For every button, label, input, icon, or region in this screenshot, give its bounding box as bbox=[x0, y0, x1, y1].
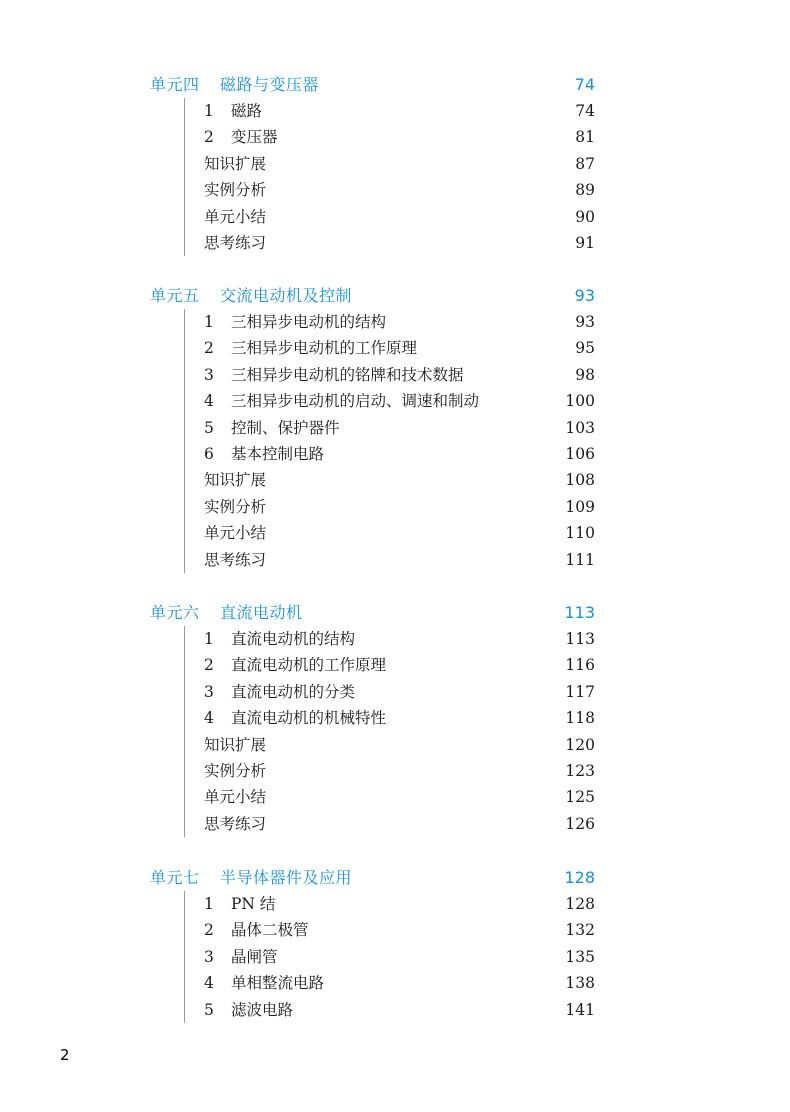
toc-entry[interactable] bbox=[185, 997, 595, 1023]
unit-title: 磁路与变压器 bbox=[220, 75, 320, 94]
toc-entry[interactable] bbox=[185, 151, 595, 177]
entry-title: 滤波电路 bbox=[231, 1000, 294, 1019]
toc-entry[interactable] bbox=[185, 970, 595, 996]
toc-entry[interactable] bbox=[185, 494, 595, 520]
entry-title: 实例分析 bbox=[204, 761, 267, 780]
unit-name: 单元五 bbox=[150, 286, 200, 305]
entry-page: 118 bbox=[565, 709, 595, 728]
unit-name: 单元六 bbox=[150, 603, 200, 622]
entry-page: 126 bbox=[565, 814, 595, 833]
entry-title: 知识扩展 bbox=[204, 735, 267, 754]
entry-title: 知识扩展 bbox=[204, 471, 267, 490]
entry-title: 三相异步电动机的铭牌和技术数据 bbox=[231, 365, 464, 384]
entry-title: 单元小结 bbox=[204, 788, 267, 807]
entry-page: 98 bbox=[575, 365, 595, 384]
entry-title: 晶体二极管 bbox=[231, 921, 309, 940]
entry-title: 思考练习 bbox=[204, 814, 267, 833]
entry-page: 117 bbox=[565, 682, 595, 701]
toc-entry[interactable] bbox=[185, 705, 595, 731]
entry-title: 基本控制电路 bbox=[231, 444, 325, 463]
entry-page: 111 bbox=[565, 550, 595, 569]
entry-title: 变压器 bbox=[231, 128, 278, 147]
toc-entry[interactable] bbox=[185, 204, 595, 230]
unit-page: 113 bbox=[564, 603, 595, 622]
unit-page: 93 bbox=[574, 286, 595, 305]
unit-header[interactable] bbox=[150, 283, 595, 309]
entry-number: 1 bbox=[204, 895, 214, 913]
entry-title: 直流电动机的工作原理 bbox=[231, 656, 387, 675]
toc-entry[interactable] bbox=[185, 652, 595, 678]
toc-unit-4 bbox=[150, 72, 595, 256]
toc-entry[interactable] bbox=[185, 177, 595, 203]
toc-entry[interactable] bbox=[185, 784, 595, 810]
toc-entry[interactable] bbox=[185, 124, 595, 150]
entry-number: 3 bbox=[204, 365, 214, 384]
entry-title: 思考练习 bbox=[204, 550, 267, 569]
entry-page: 74 bbox=[575, 102, 595, 120]
entry-title: 知识扩展 bbox=[204, 154, 267, 173]
entry-page: 90 bbox=[575, 207, 595, 226]
toc-entry[interactable] bbox=[185, 309, 595, 335]
entry-page: 128 bbox=[565, 895, 595, 913]
entry-title: 单相整流电路 bbox=[231, 974, 325, 993]
toc-entry[interactable] bbox=[185, 811, 595, 837]
entry-number: 1 bbox=[204, 313, 214, 331]
entry-page: 106 bbox=[565, 444, 595, 463]
entry-title: 实例分析 bbox=[204, 497, 267, 516]
unit-header[interactable] bbox=[150, 72, 595, 98]
toc-entry[interactable] bbox=[185, 415, 595, 441]
toc-entry[interactable] bbox=[185, 917, 595, 943]
entry-page: 116 bbox=[565, 656, 595, 675]
unit-header[interactable] bbox=[150, 600, 595, 626]
toc-entry[interactable] bbox=[185, 944, 595, 970]
entry-page: 123 bbox=[565, 761, 595, 780]
toc-entry[interactable] bbox=[185, 732, 595, 758]
toc-entry[interactable] bbox=[185, 230, 595, 256]
entry-number: 2 bbox=[204, 339, 214, 358]
entry-number: 1 bbox=[204, 102, 214, 120]
entry-page: 91 bbox=[575, 233, 595, 252]
unit-page: 74 bbox=[574, 75, 595, 94]
toc-entry[interactable] bbox=[185, 679, 595, 705]
unit-page: 128 bbox=[564, 868, 595, 887]
toc-entry[interactable] bbox=[185, 388, 595, 414]
entry-number: 1 bbox=[204, 630, 214, 648]
toc-entry[interactable] bbox=[185, 362, 595, 388]
entry-number: 2 bbox=[204, 921, 214, 940]
entry-number: 5 bbox=[204, 1000, 214, 1019]
toc-entry[interactable] bbox=[185, 441, 595, 467]
toc-entry[interactable] bbox=[185, 547, 595, 573]
entry-title: 三相异步电动机的工作原理 bbox=[231, 339, 418, 358]
entry-list bbox=[184, 626, 595, 837]
entry-number: 3 bbox=[204, 682, 214, 701]
entry-page: 138 bbox=[565, 974, 595, 993]
entry-page: 95 bbox=[575, 339, 595, 358]
toc-entry[interactable] bbox=[185, 891, 595, 917]
entry-number: 5 bbox=[204, 418, 214, 437]
entry-list bbox=[184, 98, 595, 256]
entry-page: 103 bbox=[565, 418, 595, 437]
toc-entry[interactable] bbox=[185, 98, 595, 124]
entry-list bbox=[184, 309, 595, 573]
toc-unit-6 bbox=[150, 600, 595, 837]
toc-unit-7 bbox=[150, 865, 595, 1023]
entry-page: 87 bbox=[575, 154, 595, 173]
unit-name: 单元七 bbox=[150, 868, 200, 887]
toc-entry[interactable] bbox=[185, 520, 595, 546]
entry-page: 89 bbox=[575, 181, 595, 200]
entry-title: 磁路 bbox=[231, 102, 263, 120]
entry-title: 直流电动机的结构 bbox=[231, 630, 356, 648]
entry-page: 125 bbox=[565, 788, 595, 807]
entry-title: 三相异步电动机的启动、调速和制动 bbox=[231, 392, 480, 411]
entry-page: 100 bbox=[565, 392, 595, 411]
toc-entry[interactable] bbox=[185, 626, 595, 652]
unit-title: 半导体器件及应用 bbox=[220, 868, 353, 887]
entry-number: 6 bbox=[204, 444, 214, 463]
entry-title: 实例分析 bbox=[204, 181, 267, 200]
entry-number: 3 bbox=[204, 947, 214, 966]
entry-page: 120 bbox=[565, 735, 595, 754]
entry-page: 93 bbox=[575, 313, 595, 331]
entry-title: 单元小结 bbox=[204, 524, 267, 543]
entry-page: 141 bbox=[565, 1000, 595, 1019]
entry-page: 110 bbox=[565, 524, 595, 543]
entry-title: PN 结 bbox=[231, 895, 276, 913]
entry-list bbox=[184, 891, 595, 1023]
unit-name: 单元四 bbox=[150, 75, 200, 94]
toc-entry[interactable] bbox=[185, 467, 595, 493]
page-number: 2 bbox=[60, 1046, 70, 1064]
entry-page: 81 bbox=[575, 128, 595, 147]
entry-title: 控制、保护器件 bbox=[231, 418, 340, 437]
toc-entry[interactable] bbox=[185, 758, 595, 784]
entry-page: 109 bbox=[565, 497, 595, 516]
toc-unit-5 bbox=[150, 283, 595, 573]
entry-number: 4 bbox=[204, 392, 214, 411]
entry-title: 思考练习 bbox=[204, 233, 267, 252]
entry-title: 三相异步电动机的结构 bbox=[231, 313, 387, 331]
entry-page: 132 bbox=[565, 921, 595, 940]
entry-title: 单元小结 bbox=[204, 207, 267, 226]
entry-page: 135 bbox=[565, 947, 595, 966]
unit-title: 直流电动机 bbox=[220, 603, 303, 622]
entry-title: 直流电动机的分类 bbox=[231, 682, 356, 701]
entry-title: 晶闸管 bbox=[231, 947, 278, 966]
entry-page: 108 bbox=[565, 471, 595, 490]
toc-entry[interactable] bbox=[185, 335, 595, 361]
entry-number: 4 bbox=[204, 974, 214, 993]
entry-number: 2 bbox=[204, 656, 214, 675]
entry-page: 113 bbox=[565, 630, 595, 648]
unit-title: 交流电动机及控制 bbox=[220, 286, 353, 305]
entry-number: 4 bbox=[204, 709, 214, 728]
unit-header[interactable] bbox=[150, 865, 595, 891]
entry-number: 2 bbox=[204, 128, 214, 147]
entry-title: 直流电动机的机械特性 bbox=[231, 709, 387, 728]
